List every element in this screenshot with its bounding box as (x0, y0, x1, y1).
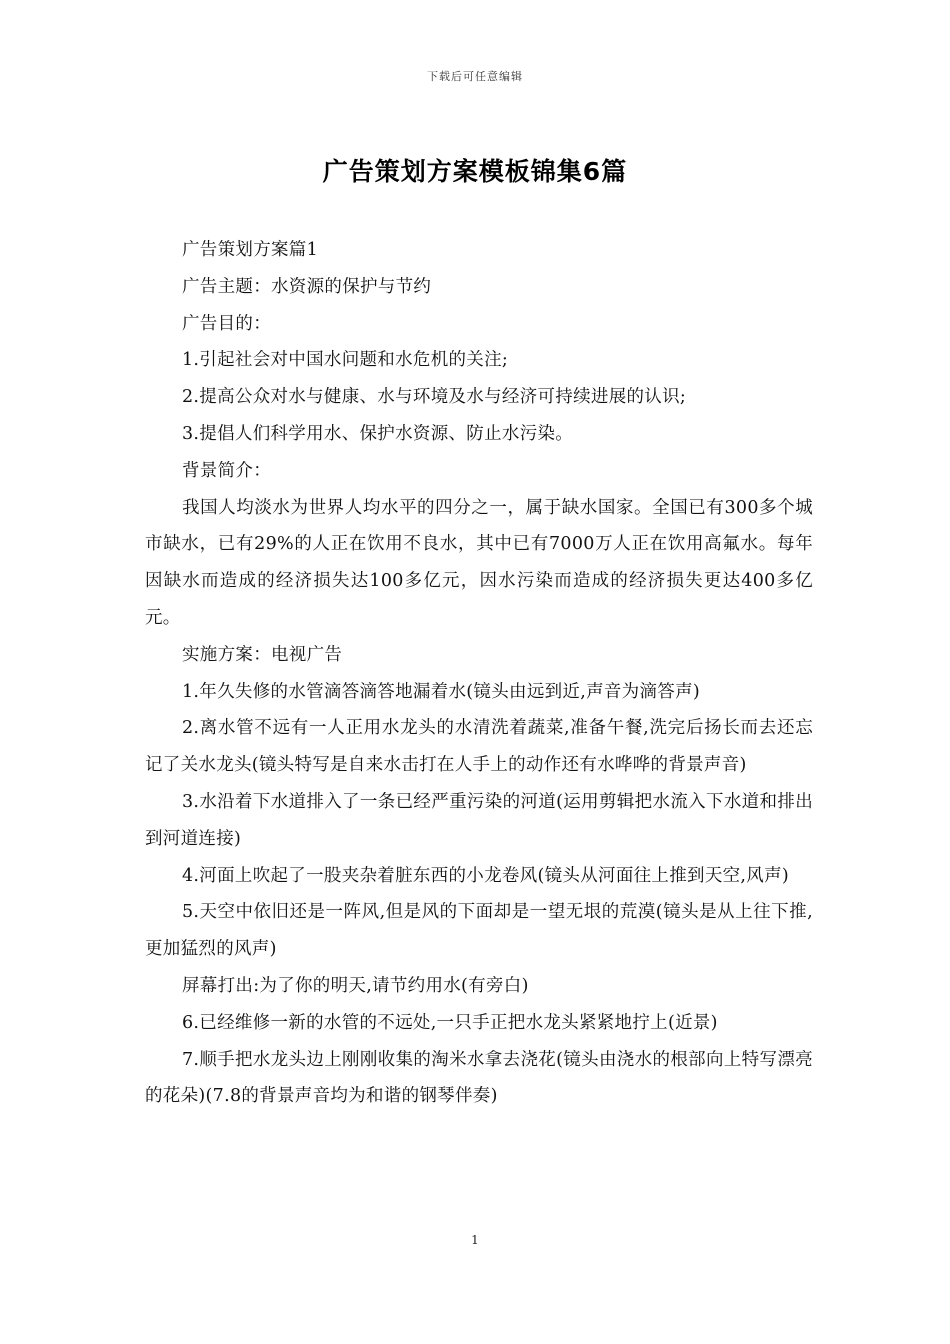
document-title: 广告策划方案模板锦集6篇 (322, 157, 628, 186)
background-paragraph: 我国人均淡水为世界人均水平的四分之一，属于缺水国家。全国已有300多个城市缺水，已有29%的人正在饮用不良水，其中已有7000万人正在饮用高氟水。每年因缺水而造成的经济损失达100多亿元，因水污染而造成的经济损失更达400多亿元。 (145, 497, 813, 628)
plan-step: 6.已经维修一新的水管的不远处,一只手正把水龙头紧紧地拧上(近景) (182, 1012, 718, 1033)
plan-label: 实施方案：电视广告 (182, 644, 343, 665)
plan-step: 2.离水管不远有一人正用水龙头的水清洗着蔬菜,准备午餐,洗完后扬长而去还忘记了关水龙头(镜头特写是自来水击打在人手上的动作还有水哗哗的背景声音) (145, 718, 813, 776)
header-note: 下载后可任意编辑 (427, 70, 523, 83)
document-body (145, 232, 813, 1115)
background-label: 背景简介： (182, 460, 271, 481)
screen-caption: 屏幕打出:为了你的明天,请节约用水(有旁白) (182, 975, 529, 996)
ad-theme: 广告主题：水资源的保护与节约 (182, 276, 432, 297)
section-heading: 广告策划方案篇1 (182, 240, 319, 260)
plan-step: 3.水沿着下水道排入了一条已经严重污染的河道(运用剪辑把水流入下水道和排出到河道连接) (145, 791, 813, 849)
purpose-item: 3.提倡人们科学用水、保护水资源、防止水污染。 (182, 423, 574, 444)
plan-step: 1.年久失修的水管滴答滴答地漏着水(镜头由远到近,声音为滴答声) (182, 681, 701, 702)
purpose-item: 2.提高公众对水与健康、水与环境及水与经济可持续进展的认识; (182, 387, 687, 408)
page-number: 1 (471, 1233, 479, 1247)
plan-step: 5.天空中依旧还是一阵风,但是风的下面却是一望无垠的荒漠(镜头是从上往下推,更加猛烈的风声) (145, 902, 813, 960)
ad-purpose-label: 广告目的： (182, 313, 271, 334)
plan-step: 4.河面上吹起了一股夹杂着脏东西的小龙卷风(镜头从河面往上推到天空,风声) (182, 865, 790, 886)
plan-step: 7.顺手把水龙头边上刚刚收集的淘米水拿去浇花(镜头由浇水的根部向上特写漂亮的花朵)(7.8的背景声音均为和谐的钢琴伴奏) (145, 1049, 813, 1107)
purpose-item: 1.引起社会对中国水问题和水危机的关注; (182, 350, 509, 371)
